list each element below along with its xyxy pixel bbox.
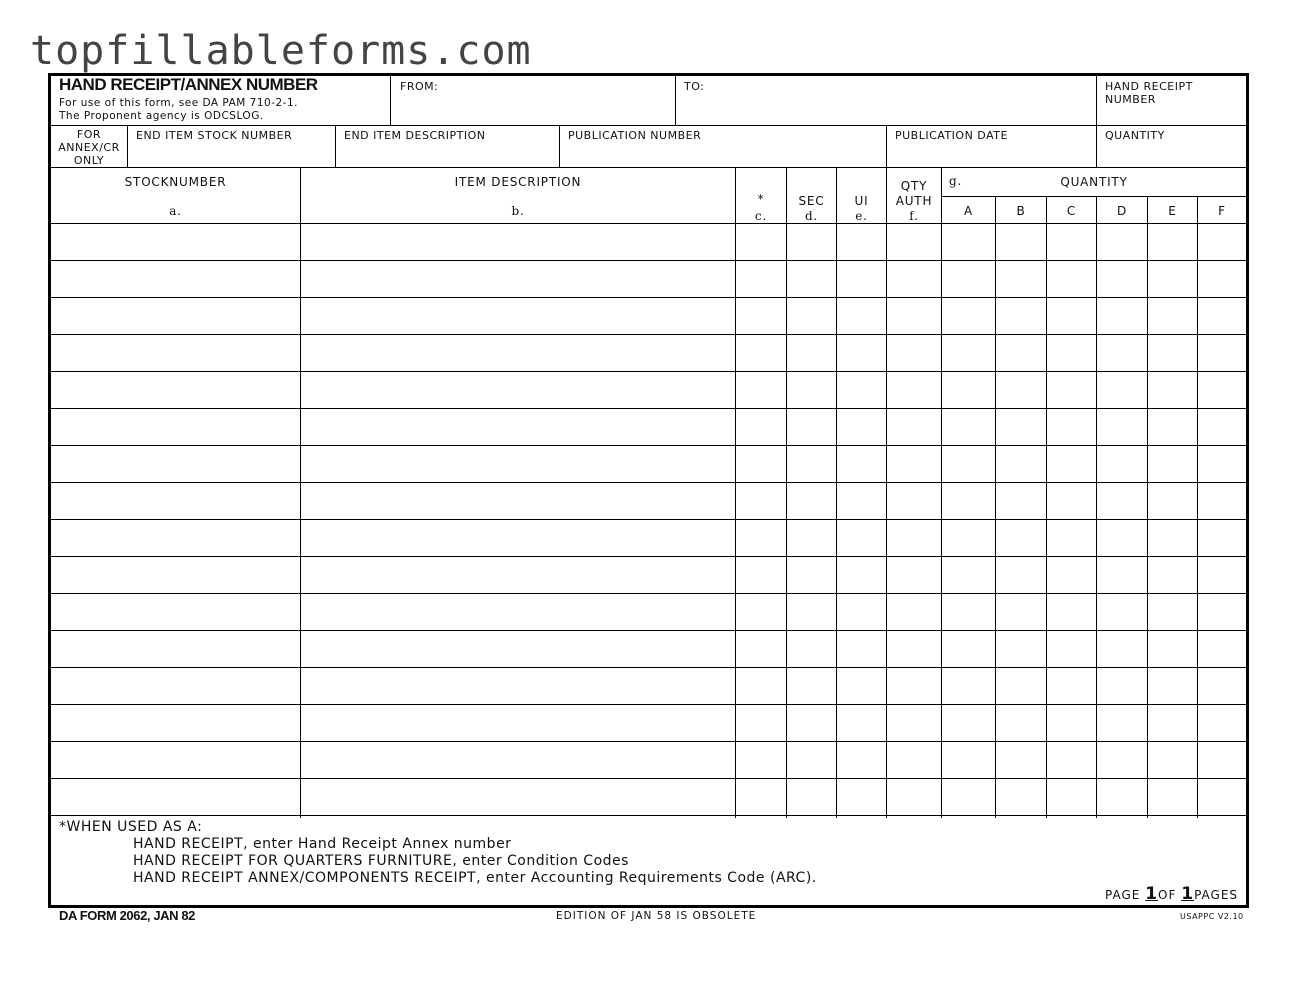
qty-d-cell[interactable]: [1097, 779, 1148, 814]
qty-a-cell[interactable]: [942, 779, 996, 814]
qty-b-cell[interactable]: [996, 446, 1047, 481]
qty-c-cell[interactable]: [1047, 261, 1097, 296]
qty-d-cell[interactable]: [1097, 372, 1148, 407]
qty-d-cell[interactable]: [1097, 668, 1148, 703]
qty-auth-cell[interactable]: [887, 520, 942, 555]
stock-number-cell[interactable]: [51, 520, 301, 555]
pages-label: PAGES: [1194, 888, 1239, 902]
qty-b-cell[interactable]: [996, 483, 1047, 518]
qty-auth-letter: f.: [909, 209, 919, 223]
quantity-label: QUANTITY: [1105, 129, 1165, 142]
qty-f-cell[interactable]: [1198, 446, 1246, 481]
star-cell[interactable]: [736, 594, 787, 629]
when-used-line: HAND RECEIPT FOR QUARTERS FURNITURE, enter Condition Codes: [133, 853, 629, 869]
table-row: [51, 557, 1246, 594]
item-description-header: ITEM DESCRIPTION: [454, 175, 582, 189]
star-cell[interactable]: [736, 483, 787, 518]
stock-number-cell[interactable]: [51, 446, 301, 481]
sec-header: SEC: [798, 194, 825, 208]
when-used-line: HAND RECEIPT ANNEX/COMPONENTS RECEIPT, enter Accounting Requirements Code (ARC).: [133, 870, 817, 886]
qty-e-cell[interactable]: [1148, 705, 1198, 740]
qty-b-cell[interactable]: [996, 409, 1047, 444]
star-cell[interactable]: [736, 372, 787, 407]
ui-cell[interactable]: [837, 372, 887, 407]
qty-e-cell[interactable]: [1148, 261, 1198, 296]
qty-f-cell[interactable]: [1198, 335, 1246, 370]
sec-cell[interactable]: [787, 261, 837, 296]
qty-b-cell[interactable]: [996, 742, 1047, 777]
item-description-cell[interactable]: [301, 261, 736, 296]
sec-cell[interactable]: [787, 298, 837, 333]
star-cell[interactable]: [736, 742, 787, 777]
stock-number-letter: a.: [169, 204, 182, 218]
ui-cell[interactable]: [837, 557, 887, 592]
qty-c-cell[interactable]: [1047, 668, 1097, 703]
for-annex-label: FOR ANNEX/CR ONLY: [58, 128, 120, 167]
form-title: HAND RECEIPT/ANNEX NUMBER: [59, 75, 318, 94]
ui-cell[interactable]: [837, 631, 887, 666]
qty-c-cell[interactable]: [1047, 409, 1097, 444]
item-description-cell[interactable]: [301, 594, 736, 629]
table-row: [51, 409, 1246, 446]
item-description-cell[interactable]: [301, 335, 736, 370]
qty-e-cell[interactable]: [1148, 372, 1198, 407]
ui-cell[interactable]: [837, 742, 887, 777]
qty-c-cell[interactable]: [1047, 557, 1097, 592]
from-label: FROM:: [400, 80, 439, 93]
star-cell[interactable]: [736, 335, 787, 370]
page-number[interactable]: 1: [1145, 884, 1159, 904]
sec-cell[interactable]: [787, 705, 837, 740]
sec-cell[interactable]: [787, 409, 837, 444]
qty-b-cell[interactable]: [996, 557, 1047, 592]
ui-cell[interactable]: [837, 520, 887, 555]
qty-b-cell[interactable]: [996, 298, 1047, 333]
qty-auth-cell[interactable]: [887, 446, 942, 481]
hr-number-label: NUMBER: [1105, 93, 1156, 106]
qty-c-cell[interactable]: [1047, 705, 1097, 740]
item-description-cell[interactable]: [301, 779, 736, 814]
qty-e-cell[interactable]: [1148, 520, 1198, 555]
stock-number-cell[interactable]: [51, 224, 301, 259]
stock-number-cell[interactable]: [51, 631, 301, 666]
ui-cell[interactable]: [837, 261, 887, 296]
qty-auth-cell[interactable]: [887, 594, 942, 629]
ui-cell[interactable]: [837, 298, 887, 333]
sec-cell[interactable]: [787, 520, 837, 555]
quantity-col-b: B: [1016, 204, 1026, 218]
item-description-cell[interactable]: [301, 483, 736, 518]
quantity-header: QUANTITY: [1060, 175, 1128, 189]
star-cell[interactable]: [736, 224, 787, 259]
ui-cell[interactable]: [837, 594, 887, 629]
qty-e-cell[interactable]: [1148, 224, 1198, 259]
qty-e-cell[interactable]: [1148, 335, 1198, 370]
table-row: [51, 224, 1246, 261]
qty-c-cell[interactable]: [1047, 446, 1097, 481]
qty-f-cell[interactable]: [1198, 779, 1246, 814]
ui-cell[interactable]: [837, 705, 887, 740]
qty-e-cell[interactable]: [1148, 557, 1198, 592]
table-row: [51, 446, 1246, 483]
publication-number-label: PUBLICATION NUMBER: [568, 129, 702, 142]
qty-b-cell[interactable]: [996, 335, 1047, 370]
qty-f-cell[interactable]: [1198, 742, 1246, 777]
ui-cell[interactable]: [837, 335, 887, 370]
table-row: [51, 779, 1246, 816]
qty-b-cell[interactable]: [996, 520, 1047, 555]
item-description-cell[interactable]: [301, 742, 736, 777]
qty-f-cell[interactable]: [1198, 631, 1246, 666]
qty-c-cell[interactable]: [1047, 483, 1097, 518]
sec-cell[interactable]: [787, 779, 837, 814]
stock-number-header: STOCKNUMBER: [124, 175, 227, 189]
qty-d-cell[interactable]: [1097, 446, 1148, 481]
sec-cell[interactable]: [787, 594, 837, 629]
qty-d-cell[interactable]: [1097, 224, 1148, 259]
table-row: [51, 594, 1246, 631]
ui-letter: e.: [855, 209, 868, 223]
sec-cell[interactable]: [787, 668, 837, 703]
stock-number-cell[interactable]: [51, 594, 301, 629]
watermark: topfillableforms.com: [30, 28, 532, 74]
qty-b-cell[interactable]: [996, 779, 1047, 814]
qty-auth-cell[interactable]: [887, 557, 942, 592]
item-description-cell[interactable]: [301, 520, 736, 555]
qty-e-cell[interactable]: [1148, 668, 1198, 703]
qty-a-cell[interactable]: [942, 372, 996, 407]
qty-auth-cell[interactable]: [887, 483, 942, 518]
star-cell[interactable]: [736, 261, 787, 296]
publication-date-label: PUBLICATION DATE: [895, 129, 1008, 142]
qty-a-cell[interactable]: [942, 483, 996, 518]
star-cell[interactable]: [736, 557, 787, 592]
qty-c-cell[interactable]: [1047, 372, 1097, 407]
qty-f-cell[interactable]: [1198, 224, 1246, 259]
qty-auth-cell[interactable]: [887, 409, 942, 444]
qty-a-cell[interactable]: [942, 594, 996, 629]
qty-f-cell[interactable]: [1198, 557, 1246, 592]
qty-e-cell[interactable]: [1148, 446, 1198, 481]
qty-f-cell[interactable]: [1198, 594, 1246, 629]
item-description-cell[interactable]: [301, 372, 736, 407]
quantity-col-f: F: [1218, 204, 1226, 218]
qty-f-cell[interactable]: [1198, 372, 1246, 407]
qty-c-cell[interactable]: [1047, 779, 1097, 814]
qty-e-cell[interactable]: [1148, 409, 1198, 444]
table-row: [51, 705, 1246, 742]
qty-a-cell[interactable]: [942, 409, 996, 444]
quantity-col-d: D: [1116, 204, 1128, 218]
item-description-cell[interactable]: [301, 224, 736, 259]
qty-a-cell[interactable]: [942, 557, 996, 592]
qty-f-cell[interactable]: [1198, 409, 1246, 444]
end-item-stock-label: END ITEM STOCK NUMBER: [136, 129, 293, 142]
sec-cell[interactable]: [787, 631, 837, 666]
table-row: [51, 520, 1246, 557]
star-cell[interactable]: [736, 668, 787, 703]
qty-c-cell[interactable]: [1047, 298, 1097, 333]
item-description-cell[interactable]: [301, 446, 736, 481]
stock-number-cell[interactable]: [51, 779, 301, 814]
page-label: PAGE: [1105, 888, 1141, 902]
ui-cell[interactable]: [837, 483, 887, 518]
table-row: [51, 261, 1246, 298]
sec-cell[interactable]: [787, 742, 837, 777]
qty-b-cell[interactable]: [996, 372, 1047, 407]
total-pages[interactable]: 1: [1181, 884, 1195, 904]
star-cell[interactable]: [736, 298, 787, 333]
quantity-col-e: E: [1168, 204, 1177, 218]
version-label: USAPPC V2.10: [1180, 912, 1244, 921]
qty-f-cell[interactable]: [1198, 298, 1246, 333]
sec-cell[interactable]: [787, 557, 837, 592]
star-cell[interactable]: [736, 631, 787, 666]
quantity-col-a: A: [963, 204, 973, 218]
qty-auth-cell[interactable]: [887, 224, 942, 259]
stock-number-cell[interactable]: [51, 335, 301, 370]
ui-cell[interactable]: [837, 224, 887, 259]
qty-e-cell[interactable]: [1148, 742, 1198, 777]
qty-a-cell[interactable]: [942, 520, 996, 555]
qty-f-cell[interactable]: [1198, 668, 1246, 703]
qty-f-cell[interactable]: [1198, 261, 1246, 296]
stock-number-cell[interactable]: [51, 483, 301, 518]
qty-e-cell[interactable]: [1148, 298, 1198, 333]
qty-e-cell[interactable]: [1148, 779, 1198, 814]
ui-header: UI: [854, 194, 869, 208]
qty-a-cell[interactable]: [942, 446, 996, 481]
sec-cell[interactable]: [787, 372, 837, 407]
stock-number-cell[interactable]: [51, 668, 301, 703]
sec-cell[interactable]: [787, 446, 837, 481]
qty-b-cell[interactable]: [996, 224, 1047, 259]
qty-d-cell[interactable]: [1097, 409, 1148, 444]
table-row: [51, 298, 1246, 335]
qty-e-cell[interactable]: [1148, 594, 1198, 629]
qty-d-cell[interactable]: [1097, 335, 1148, 370]
hand-receipt-form: [48, 73, 1249, 908]
qty-d-cell[interactable]: [1097, 742, 1148, 777]
stock-number-cell[interactable]: [51, 372, 301, 407]
ui-cell[interactable]: [837, 409, 887, 444]
qty-e-cell[interactable]: [1148, 483, 1198, 518]
qty-a-cell[interactable]: [942, 668, 996, 703]
stock-number-cell[interactable]: [51, 298, 301, 333]
stock-number-cell[interactable]: [51, 557, 301, 592]
qty-a-cell[interactable]: [942, 261, 996, 296]
qty-d-cell[interactable]: [1097, 520, 1148, 555]
form-id: DA FORM 2062, JAN 82: [59, 908, 196, 923]
stock-number-cell[interactable]: [51, 742, 301, 777]
item-rows: [51, 76, 1246, 905]
sec-cell[interactable]: [787, 224, 837, 259]
sec-cell[interactable]: [787, 483, 837, 518]
qty-a-cell[interactable]: [942, 742, 996, 777]
qty-auth-cell[interactable]: [887, 705, 942, 740]
qty-c-cell[interactable]: [1047, 631, 1097, 666]
quantity-col-c: C: [1066, 204, 1077, 218]
qty-c-cell[interactable]: [1047, 224, 1097, 259]
use-note: For use of this form, see DA PAM 710-2-1.: [59, 97, 298, 109]
stock-number-cell[interactable]: [51, 705, 301, 740]
when-used-line: HAND RECEIPT, enter Hand Receipt Annex number: [133, 836, 512, 852]
qty-auth-cell[interactable]: [887, 298, 942, 333]
qty-c-cell[interactable]: [1047, 742, 1097, 777]
qty-b-cell[interactable]: [996, 705, 1047, 740]
ui-cell[interactable]: [837, 668, 887, 703]
qty-d-cell[interactable]: [1097, 483, 1148, 518]
qty-b-cell[interactable]: [996, 594, 1047, 629]
qty-d-cell[interactable]: [1097, 261, 1148, 296]
when-used-heading: *WHEN USED AS A:: [59, 819, 203, 835]
of-label: OF: [1158, 888, 1177, 902]
hr-number-label: HAND RECEIPT: [1105, 80, 1193, 93]
qty-b-cell[interactable]: [996, 631, 1047, 666]
qty-f-cell[interactable]: [1198, 520, 1246, 555]
qty-d-cell[interactable]: [1097, 631, 1148, 666]
qty-b-cell[interactable]: [996, 261, 1047, 296]
table-row: [51, 372, 1246, 409]
to-label: TO:: [684, 80, 705, 93]
qty-a-cell[interactable]: [942, 224, 996, 259]
star-cell[interactable]: [736, 446, 787, 481]
qty-d-cell[interactable]: [1097, 594, 1148, 629]
stock-number-cell[interactable]: [51, 409, 301, 444]
table-row: [51, 631, 1246, 668]
qty-header: QTY: [900, 179, 928, 193]
star-letter: c.: [754, 209, 768, 223]
qty-d-cell[interactable]: [1097, 298, 1148, 333]
ui-cell[interactable]: [837, 779, 887, 814]
qty-a-cell[interactable]: [942, 705, 996, 740]
qty-auth-cell[interactable]: [887, 779, 942, 814]
star-cell[interactable]: [736, 409, 787, 444]
star-cell[interactable]: [736, 520, 787, 555]
qty-d-cell[interactable]: [1097, 705, 1148, 740]
item-description-cell[interactable]: [301, 298, 736, 333]
star-cell[interactable]: [736, 705, 787, 740]
qty-auth-cell[interactable]: [887, 631, 942, 666]
qty-c-cell[interactable]: [1047, 335, 1097, 370]
quantity-letter: g.: [949, 174, 963, 188]
sec-cell[interactable]: [787, 335, 837, 370]
table-row: [51, 483, 1246, 520]
qty-auth-cell[interactable]: [887, 742, 942, 777]
item-description-letter: b.: [511, 204, 525, 218]
item-description-cell[interactable]: [301, 409, 736, 444]
auth-header: AUTH: [895, 194, 933, 208]
pagination: [1105, 884, 1238, 904]
qty-auth-cell[interactable]: [887, 335, 942, 370]
qty-auth-cell[interactable]: [887, 261, 942, 296]
qty-a-cell[interactable]: [942, 335, 996, 370]
qty-b-cell[interactable]: [996, 668, 1047, 703]
table-row: [51, 335, 1246, 372]
sec-letter: d.: [804, 209, 819, 223]
ui-cell[interactable]: [837, 446, 887, 481]
qty-c-cell[interactable]: [1047, 520, 1097, 555]
qty-auth-cell[interactable]: [887, 372, 942, 407]
edition-note: EDITION OF JAN 58 IS OBSOLETE: [556, 910, 757, 922]
qty-auth-cell[interactable]: [887, 668, 942, 703]
star-header: *: [757, 192, 765, 206]
qty-f-cell[interactable]: [1198, 705, 1246, 740]
star-cell[interactable]: [736, 779, 787, 814]
qty-f-cell[interactable]: [1198, 483, 1246, 518]
item-description-cell[interactable]: [301, 557, 736, 592]
qty-a-cell[interactable]: [942, 631, 996, 666]
table-row: [51, 668, 1246, 705]
end-item-description-label: END ITEM DESCRIPTION: [344, 129, 486, 142]
qty-d-cell[interactable]: [1097, 557, 1148, 592]
table-row: [51, 742, 1246, 779]
qty-c-cell[interactable]: [1047, 594, 1097, 629]
qty-e-cell[interactable]: [1148, 631, 1198, 666]
item-description-cell[interactable]: [301, 631, 736, 666]
proponent-note: The Proponent agency is ODCSLOG.: [59, 110, 264, 122]
stock-number-cell[interactable]: [51, 261, 301, 296]
qty-a-cell[interactable]: [942, 298, 996, 333]
item-description-cell[interactable]: [301, 705, 736, 740]
item-description-cell[interactable]: [301, 668, 736, 703]
